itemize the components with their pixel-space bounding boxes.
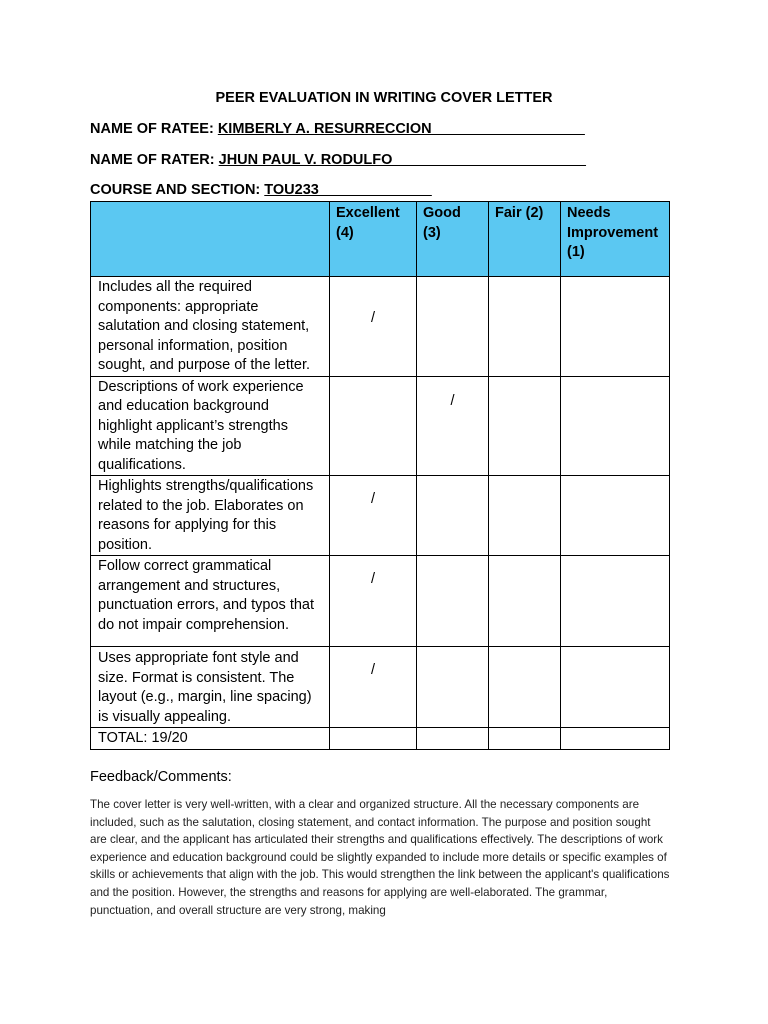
criterion-cell: Follow correct grammatical arrangement and structures, punctuation errors, and typos that do not impair comprehension. — [91, 556, 330, 647]
score-cell: / — [330, 476, 417, 556]
course-label: COURSE AND SECTION: — [90, 182, 261, 198]
course-field — [90, 182, 432, 198]
criterion-cell: Highlights strengths/qualifications related to the job. Elaborates on reasons for applying for this position. — [91, 476, 330, 556]
header-needs-improvement: Needs Improvement (1) — [561, 202, 670, 277]
table-row — [91, 476, 670, 556]
header-excellent: Excellent (4) — [330, 202, 417, 277]
table-row — [91, 556, 670, 647]
criterion-cell: Uses appropriate font style and size. Format is consistent. The layout (e.g., margin, line spacing) is visually appealing. — [91, 647, 330, 728]
score-cell — [489, 556, 561, 647]
header-good: Good (3) — [417, 202, 489, 277]
ratee-field — [90, 121, 585, 137]
score-cell — [417, 556, 489, 647]
criterion-cell: Includes all the required components: appropriate salutation and closing statement, personal information, position sought, and purpose of the letter. — [91, 277, 330, 377]
page-title: PEER EVALUATION IN WRITING COVER LETTER — [215, 90, 553, 106]
score-cell — [417, 476, 489, 556]
table-row — [91, 647, 670, 728]
rubric-table — [90, 201, 670, 750]
course-value: TOU233______________ — [264, 182, 432, 198]
score-cell — [489, 277, 561, 377]
criterion-cell: Descriptions of work experience and education background highlight applicant’s strengths while matching the job qualifications. — [91, 376, 330, 476]
score-cell — [561, 556, 670, 647]
score-cell — [561, 476, 670, 556]
score-cell — [561, 376, 670, 476]
total-row — [91, 728, 670, 750]
score-cell — [561, 277, 670, 377]
score-cell: / — [330, 647, 417, 728]
score-cell — [417, 728, 489, 750]
score-cell: / — [330, 556, 417, 647]
rater-field — [90, 152, 586, 168]
score-cell — [561, 728, 670, 750]
header-fair: Fair (2) — [489, 202, 561, 277]
score-cell — [489, 376, 561, 476]
table-row — [91, 277, 670, 377]
score-cell — [330, 728, 417, 750]
ratee-label: NAME OF RATEE: — [90, 121, 214, 137]
score-cell — [417, 647, 489, 728]
score-cell: / — [330, 277, 417, 377]
score-cell — [417, 277, 489, 377]
table-row — [91, 376, 670, 476]
ratee-value: KIMBERLY A. RESURRECCION___________________ — [217, 121, 585, 137]
score-cell — [561, 647, 670, 728]
table-header-row — [91, 202, 670, 277]
feedback-body: The cover letter is very well-written, with a clear and organized structure. All the necessary components are included, such as the salutation, closing statement, and contact information. The purpose and position sought are clear, and the applicant has articulated their strengths and qualifications effectively. The descriptions of work experience and education background could be slightly expanded to include more details or specific examples of skills or achievements that align with the job. This would strengthen the link between the applicant's qualifications and the position. However, the strengths and reasons for applying are well-elaborated. The grammar, punctuation, and overall structure are very strong, making — [90, 798, 670, 917]
feedback-heading: Feedback/Comments: — [90, 769, 232, 785]
total-cell: TOTAL: 19/20 — [91, 728, 330, 750]
score-cell — [489, 647, 561, 728]
score-cell — [489, 728, 561, 750]
score-cell: / — [417, 376, 489, 476]
rater-value: JHUN PAUL V. RODULFO________________________ — [218, 152, 586, 168]
header-criteria — [91, 202, 330, 277]
rater-label: NAME OF RATER: — [90, 152, 215, 168]
score-cell — [330, 376, 417, 476]
score-cell — [489, 476, 561, 556]
